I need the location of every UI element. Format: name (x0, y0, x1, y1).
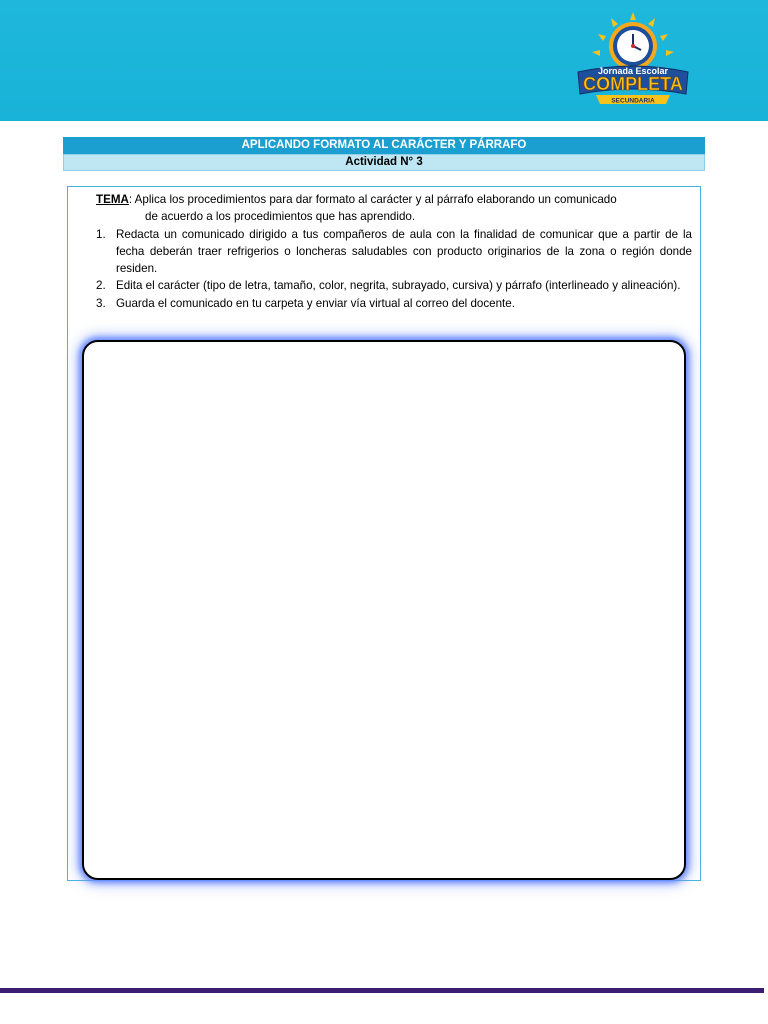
step-text: Edita el carácter (tipo de letra, tamaño, color, negrita, subrayado, cursiva) y párrafo (interlineado y alineación). (116, 279, 681, 293)
activity-title: APLICANDO FORMATO AL CARÁCTER Y PÁRRAFO (63, 137, 705, 154)
activity-number: Actividad N° 3 (63, 154, 705, 171)
tema-label: TEMA (96, 193, 129, 206)
steps-list (96, 226, 692, 312)
tema-text-continued: de acuerdo a los procedimientos que has aprendido. (145, 210, 416, 224)
list-item (96, 295, 692, 312)
step-text: Guarda el comunicado en tu carpeta y enviar vía virtual al correo del docente. (116, 296, 515, 310)
step-text: Redacta un comunicado dirigido a tus compañeros de aula con la finalidad de comunicar que a partir de la fecha deberán traer refrigerios o loncheras saludables con producto originarios de la zona o región donde residen. (116, 227, 692, 276)
logo-line3: SECUNDARIA (611, 97, 655, 105)
jornada-escolar-completa-logo (568, 10, 698, 112)
list-item (96, 277, 692, 294)
header-banner (0, 0, 768, 121)
logo-line2: COMPLETA (583, 74, 683, 94)
step-number: 1. (96, 227, 106, 241)
activity-frame (67, 186, 701, 881)
footer-divider (0, 988, 764, 993)
tema-text: : Aplica los procedimientos para dar formato al carácter y al párrafo elaborando un comunicado (128, 193, 617, 206)
answer-area[interactable] (82, 340, 686, 880)
list-item (96, 226, 692, 278)
tema-paragraph (96, 191, 692, 208)
step-number: 3. (96, 296, 106, 310)
logo-line1: Jornada Escolar (597, 66, 669, 76)
instructions (96, 191, 692, 312)
step-number: 2. (96, 279, 106, 293)
